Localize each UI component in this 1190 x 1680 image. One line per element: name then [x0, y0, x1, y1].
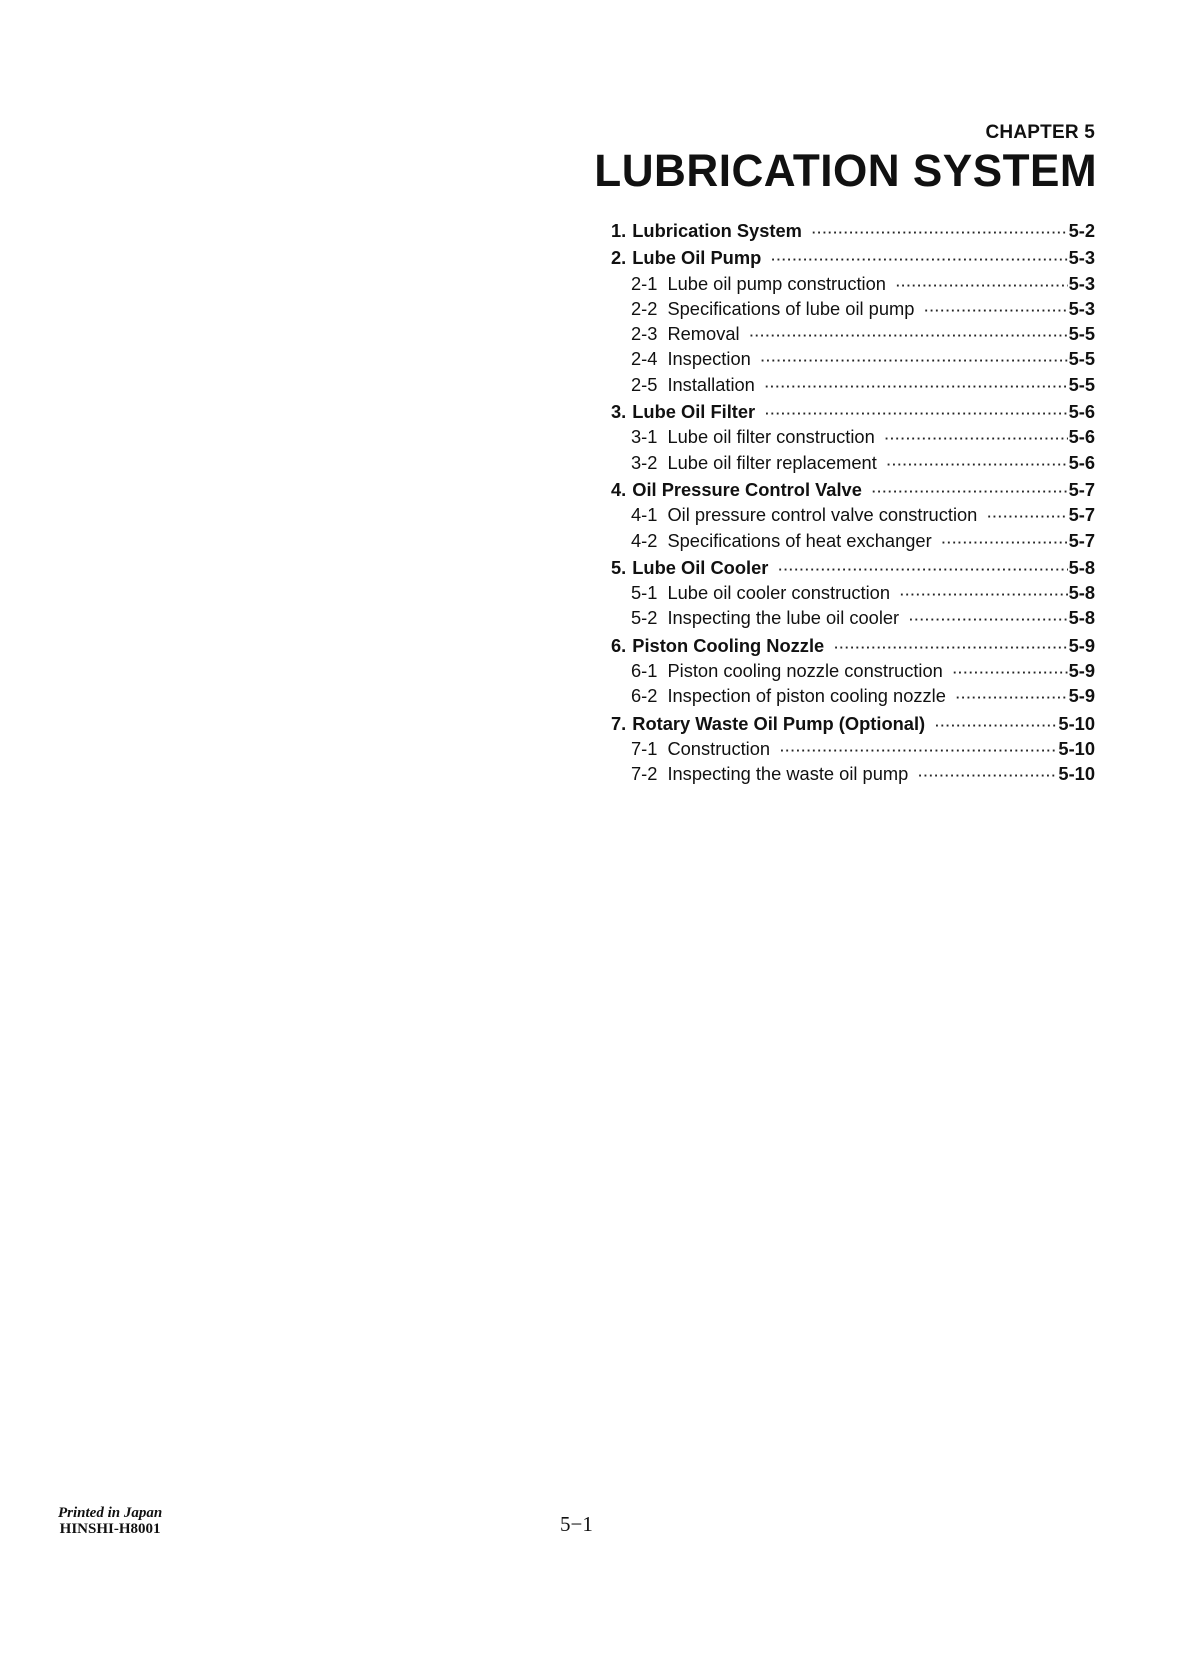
- toc-entry-number: 6-1: [631, 660, 658, 682]
- toc-entry-title: Oil pressure control valve construction: [667, 504, 978, 526]
- toc-entry-page: 5-9: [1068, 685, 1095, 707]
- toc-subsection-entry: [611, 658, 1095, 683]
- page-number: 5−1: [560, 1512, 593, 1536]
- toc-entry-number: 2.: [611, 247, 627, 269]
- toc-section-entry: [611, 399, 1095, 424]
- toc-subsection-entry: [611, 761, 1095, 786]
- toc-entry-number: 5-2: [631, 607, 658, 629]
- toc-entry-page: 5-6: [1068, 401, 1095, 423]
- print-info: [58, 1505, 162, 1537]
- printed-in-label: Printed in Japan: [58, 1505, 163, 1521]
- chapter-title: LUBRICATION SYSTEM: [594, 145, 1097, 196]
- toc-entry-title: Piston Cooling Nozzle: [632, 634, 825, 656]
- toc-dot-leader: [872, 479, 1068, 504]
- toc-entry-number: 4-1: [631, 504, 658, 526]
- toc-entry-title: Specifications of lube oil pump: [667, 297, 915, 319]
- toc-entry-title: Removal: [667, 323, 740, 345]
- toc-subsection-entry: [611, 372, 1095, 397]
- toc-section-entry: [611, 477, 1095, 502]
- toc-entry-title: Inspection of piston cooling nozzle: [667, 685, 946, 707]
- toc-section-entry: [611, 245, 1095, 270]
- toc-entry-number: 2-4: [631, 348, 658, 370]
- toc-entry-title: Piston cooling nozzle construction: [667, 660, 943, 682]
- toc-entry-number: 7-1: [631, 737, 658, 759]
- toc-subsection-entry: [611, 736, 1095, 761]
- toc-dot-leader: [885, 426, 1068, 451]
- toc-dot-leader: [771, 247, 1067, 272]
- toc-entry-title: Lube Oil Cooler: [632, 556, 769, 578]
- toc-entry-page: 5-10: [1058, 712, 1095, 734]
- toc-entry-number: 3.: [611, 401, 627, 423]
- toc-subsection-entry: [611, 296, 1095, 321]
- toc-entry-title: Specifications of heat exchanger: [667, 529, 932, 551]
- toc-dot-leader: [780, 738, 1057, 763]
- toc-entry-number: 2-3: [631, 323, 658, 345]
- toc-subsection-entry: [611, 450, 1095, 475]
- toc-entry-title: Installation: [667, 373, 755, 395]
- toc-dot-leader: [834, 635, 1067, 660]
- toc-entry-page: 5-9: [1068, 660, 1095, 682]
- toc-entry-page: 5-9: [1068, 634, 1095, 656]
- chapter-label: CHAPTER 5: [985, 122, 1095, 143]
- toc-entry-number: 2-2: [631, 297, 658, 319]
- toc-dot-leader: [924, 298, 1067, 323]
- toc-entry-page: 5-3: [1068, 297, 1095, 319]
- toc-dot-leader: [900, 582, 1068, 607]
- toc-entry-title: Inspecting the waste oil pump: [667, 763, 909, 785]
- toc-entry-title: Lube oil cooler construction: [667, 582, 890, 604]
- toc-entry-number: 4.: [611, 478, 627, 500]
- toc-subsection-entry: [611, 346, 1095, 371]
- toc-dot-leader: [896, 273, 1068, 298]
- toc-entry-page: 5-5: [1068, 373, 1095, 395]
- toc-subsection-entry: [611, 528, 1095, 553]
- toc-dot-leader: [778, 557, 1067, 582]
- toc-entry-page: 5-8: [1068, 607, 1095, 629]
- toc-dot-leader: [935, 713, 1057, 738]
- toc-dot-leader: [887, 452, 1068, 477]
- toc-entry-page: 5-6: [1068, 451, 1095, 473]
- toc-entry-number: 7.: [611, 712, 627, 734]
- toc-entry-number: 2-5: [631, 373, 658, 395]
- toc-entry-title: Lube oil pump construction: [667, 272, 886, 294]
- toc-section-entry: [611, 555, 1095, 580]
- toc-entry-number: 6-2: [631, 685, 658, 707]
- toc-entry-page: 5-7: [1068, 478, 1095, 500]
- toc-entry-page: 5-10: [1058, 737, 1095, 759]
- toc-entry-number: 4-2: [631, 529, 658, 551]
- toc-dot-leader: [953, 660, 1068, 685]
- document-code: HINSHI-H8001: [59, 1521, 161, 1537]
- toc-section-entry: [611, 218, 1095, 243]
- toc-entry-page: 5-6: [1068, 426, 1095, 448]
- toc-subsection-entry: [611, 580, 1095, 605]
- toc-entry-page: 5-3: [1068, 272, 1095, 294]
- toc-dot-leader: [909, 607, 1067, 632]
- toc-entry-page: 5-2: [1068, 220, 1095, 241]
- toc-entry-page: 5-3: [1068, 247, 1095, 269]
- toc-subsection-entry: [611, 502, 1095, 527]
- toc-dot-leader: [987, 504, 1067, 529]
- toc-entry-page: 5-8: [1068, 556, 1095, 578]
- toc-dot-leader: [750, 323, 1068, 348]
- toc-entry-title: Lube Oil Pump: [632, 247, 762, 269]
- toc-dot-leader: [956, 685, 1068, 710]
- toc-subsection-entry: [611, 605, 1095, 630]
- toc-subsection-entry: [611, 321, 1095, 346]
- table-of-contents: [611, 218, 1095, 787]
- toc-dot-leader: [812, 220, 1068, 245]
- toc-dot-leader: [942, 530, 1068, 555]
- toc-entry-page: 5-7: [1068, 504, 1095, 526]
- toc-entry-title: Inspection: [667, 348, 751, 370]
- toc-entry-number: 2-1: [631, 272, 658, 294]
- toc-entry-title: Lube oil filter construction: [667, 426, 875, 448]
- toc-entry-number: 1.: [611, 220, 627, 241]
- toc-subsection-entry: [611, 424, 1095, 449]
- toc-entry-number: 3-1: [631, 426, 658, 448]
- toc-dot-leader: [761, 348, 1068, 373]
- toc-entry-number: 5.: [611, 556, 627, 578]
- toc-subsection-entry: [611, 683, 1095, 708]
- toc-section-entry: [611, 633, 1095, 658]
- toc-dot-leader: [918, 763, 1057, 788]
- toc-entry-number: 5-1: [631, 582, 658, 604]
- toc-entry-page: 5-10: [1058, 763, 1095, 785]
- toc-entry-page: 5-5: [1068, 348, 1095, 370]
- toc-subsection-entry: [611, 271, 1095, 296]
- toc-entry-page: 5-8: [1068, 582, 1095, 604]
- toc-entry-title: Lube Oil Filter: [632, 401, 756, 423]
- toc-entry-title: Lube oil filter replacement: [667, 451, 877, 473]
- toc-entry-number: 7-2: [631, 763, 658, 785]
- toc-entry-title: Inspecting the lube oil cooler: [667, 607, 900, 629]
- toc-entry-page: 5-7: [1068, 529, 1095, 551]
- toc-section-entry: [611, 711, 1095, 736]
- toc-entry-title: Rotary Waste Oil Pump (Optional): [632, 712, 926, 734]
- toc-entry-title: Oil Pressure Control Valve: [632, 478, 862, 500]
- toc-entry-title: Construction: [667, 737, 771, 759]
- toc-entry-page: 5-5: [1068, 323, 1095, 345]
- toc-entry-number: 6.: [611, 634, 627, 656]
- toc-entry-title: Lubrication System: [632, 220, 802, 241]
- toc-dot-leader: [765, 374, 1068, 399]
- toc-entry-number: 3-2: [631, 451, 658, 473]
- toc-dot-leader: [765, 401, 1067, 426]
